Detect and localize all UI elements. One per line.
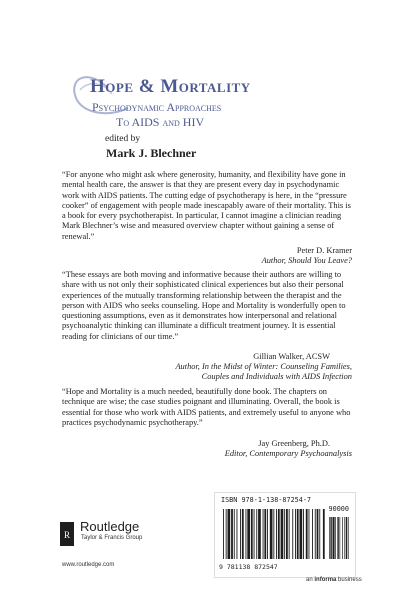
- barcode-bar: [240, 509, 241, 559]
- barcode-addon-bar: [348, 517, 349, 559]
- barcode-addon-bar: [330, 517, 331, 559]
- barcode-addon-bar: [344, 517, 345, 559]
- barcode-bar: [323, 509, 325, 559]
- barcode-bar: [312, 509, 313, 559]
- review-3-reviewer: Jay Greenberg, Ph.D.: [258, 439, 330, 448]
- barcode-bar: [289, 509, 290, 559]
- barcode-bar: [254, 509, 255, 559]
- review-2-reviewer: Gillian Walker, ACSW: [253, 352, 330, 361]
- review-1-role: Author, Should You Leave?: [261, 256, 352, 265]
- barcode-bar: [223, 509, 224, 559]
- ean-digits: 9 781138 872547: [219, 563, 278, 571]
- barcode-bar: [263, 509, 264, 559]
- barcode-addon-bar: [340, 517, 341, 559]
- edited-by-label: edited by: [105, 134, 141, 144]
- price-code: 90000: [328, 505, 349, 513]
- barcode-addon-bar: [329, 517, 330, 559]
- barcode-bar: [273, 509, 274, 559]
- barcode-addon-bar: [346, 517, 347, 559]
- barcode-bar: [246, 509, 247, 559]
- barcode-bar: [295, 509, 296, 559]
- barcode-addon-bar: [342, 517, 343, 559]
- barcode-bar: [300, 509, 303, 559]
- review-2-role: Author, In the Midst of Winter: Counseling Families,: [175, 362, 352, 371]
- barcode-bar: [286, 509, 288, 559]
- barcode-bar: [315, 509, 316, 559]
- publisher-name: Routledge: [80, 519, 140, 534]
- book-subtitle-line1: Psychodynamic Approaches: [92, 100, 222, 114]
- barcode-bar: [247, 509, 250, 559]
- barcode-bar: [276, 509, 277, 559]
- review-3-role: Editor, Contemporary Psychoanalysis: [224, 449, 352, 458]
- isbn-label: ISBN 978-1-138-87254-7: [221, 496, 312, 504]
- barcode-bar: [309, 509, 310, 559]
- barcode-bar: [303, 509, 304, 559]
- barcode-bar: [297, 509, 299, 559]
- barcode-bar: [270, 509, 273, 559]
- barcode-bar: [264, 509, 266, 559]
- barcode-bar: [242, 509, 244, 559]
- review-quote-3: “Hope and Mortality is a much needed, beautifully done book. The chapters on technique are wise; the case studies poignant and illuminating. Overall, the book is essential for those who work with AIDS patients, and extremely useful to anyone who practices psychodynamic psychotherapy.”: [62, 387, 351, 427]
- review-quote-2: “These essays are both moving and informative because their authors are willing to share with us not only their sophisticated clinical experiences but also their personal experiences of the mutually transforming relationship between the therapist and the person with AIDS who seeks counseling. Hope and Mortality is wonderfully open to questioning assumptions, even as it demonstrates how interpersonal and relational psychoanalytic thinking can illuminate a difficult treatment journey. It is essential reading for clinicians of our time.”: [62, 270, 346, 341]
- barcode-addon-bar: [335, 517, 336, 559]
- informa-business-label: [306, 577, 362, 583]
- barcode-addon-bar: [333, 517, 335, 559]
- review-1-reviewer: Peter D. Kramer: [296, 246, 352, 255]
- barcode-bar: [237, 509, 238, 559]
- book-title: Hope & Mortality: [90, 76, 251, 97]
- barcode-bar: [228, 509, 231, 559]
- business-suffix: business: [338, 577, 362, 583]
- editor-name: Mark J. Blechner: [106, 146, 197, 160]
- barcode-bar: [278, 509, 280, 559]
- publisher-url: www.routledge.com: [62, 562, 115, 568]
- business-prefix: an: [306, 577, 313, 583]
- barcode-bar: [251, 509, 253, 559]
- barcode-bars-icon: [215, 503, 355, 563]
- barcode-addon-bar: [337, 517, 338, 559]
- barcode-bar: [306, 509, 308, 559]
- barcode-bar: [284, 509, 285, 559]
- review-quote-1: “For anyone who might ask where generosity, humanity, and flexibility have gone in mental health care, the answer is that they are present every day in psychodynamic work with AIDS patients. The cutting edge of psychotherapy is here, in the “pressure cooker” of engagement with people made inescapably aware of their mortality. This is a book for every psychotherapist. In particular, I cannot imagine a clinician reading Mark Blechner’s wise and measured overview chapter without gaining a sense of renewal.”: [62, 170, 351, 241]
- book-subtitle-line2: To AIDS and HIV: [116, 115, 205, 129]
- routledge-logo-icon: [60, 522, 74, 546]
- barcode-bar: [317, 509, 319, 559]
- barcode-bar: [226, 509, 227, 559]
- barcode-bar: [231, 509, 233, 559]
- barcode-bar: [292, 509, 293, 559]
- barcode-bar: [234, 509, 235, 559]
- barcode-bar: [267, 509, 268, 559]
- publisher-group: Taylor & Francis Group: [81, 535, 143, 541]
- barcode-bar: [258, 509, 261, 559]
- barcode-bar: [256, 509, 257, 559]
- isbn-barcode: [214, 492, 356, 578]
- svg-text:R: R: [63, 530, 71, 540]
- business-brand: informa: [314, 577, 337, 583]
- review-2-role-cont: Couples and Individuals with AIDS Infection: [201, 372, 352, 381]
- barcode-bar: [319, 509, 320, 559]
- barcode-bar: [281, 509, 284, 559]
